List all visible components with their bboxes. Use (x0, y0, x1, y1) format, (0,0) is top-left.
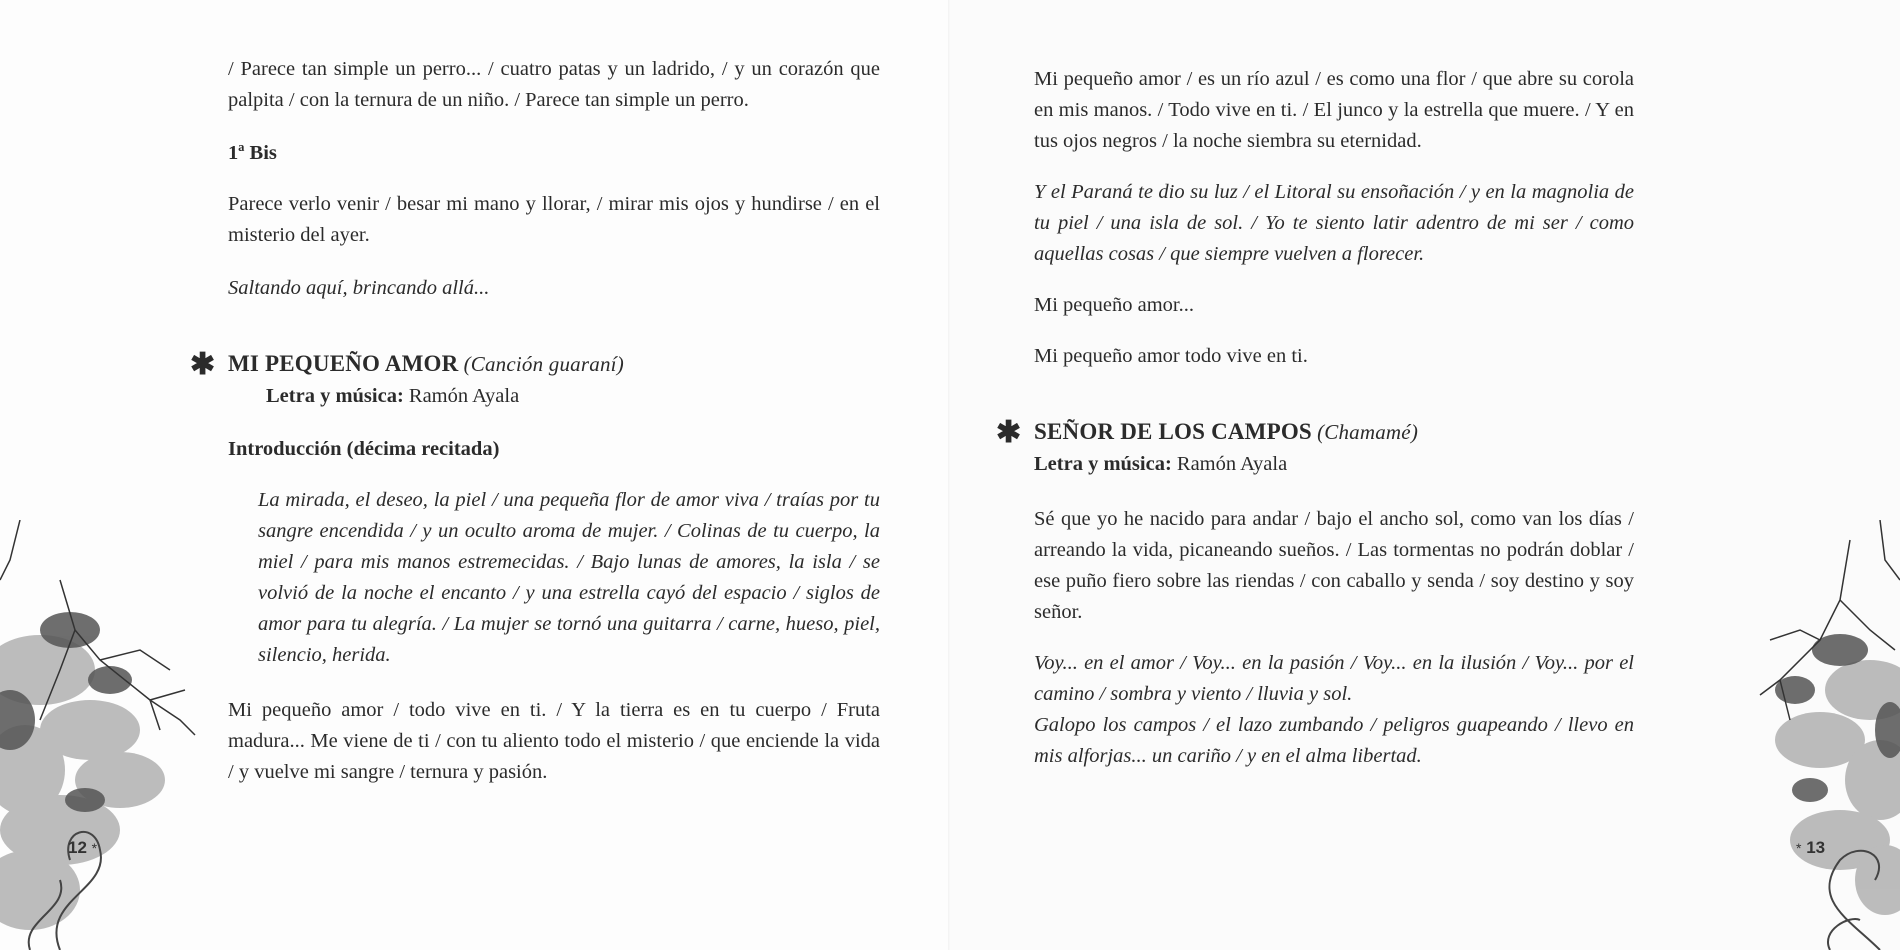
song-title: MI PEQUEÑO AMOR (228, 351, 459, 376)
song-title: SEÑOR DE LOS CAMPOS (1034, 419, 1312, 444)
decima-recited: La mirada, el deseo, la piel / una pequeña flor de amor viva / traías por tu sangre encendida / y un oculto aroma de mujer. / Colinas de tu cuerpo, la miel / para mis manos estremecidas. / Bajo lunas de amores, la isla / se volvió de la noche el encanto / y una estrella cayó del espacio / siglos de amor para tu alegría. / La mujer se tornó una guitarra / carne, hueso, piel, silencio, herida. (258, 489, 880, 666)
page-number: * 13 (1796, 838, 1826, 857)
verse-paragraph-italic: Galopo los campos / el lazo zumbando / peligros guapeando / llevo en mis alforjas... un cariño / y en el alma libertad. (1034, 714, 1634, 767)
verse-paragraph: Mi pequeño amor / todo vive en ti. / Y la tierra es en tu cuerpo / Fruta madura... Me viene de ti / con tu aliento todo el misterio / que enciende la vida / y vuelve mi sangre / ternura y pasión. (228, 699, 880, 783)
song-heading (190, 348, 880, 412)
bis-label: 1ª Bis (228, 142, 277, 164)
verse-line: Mi pequeño amor... (1034, 294, 1194, 316)
verse-paragraph: Parece verlo venir / besar mi mano y llorar, / mirar mis ojos y hundirse / en el misterio del ayer. (228, 193, 880, 246)
asterisk-icon: ✱ (190, 348, 216, 381)
right-page (950, 0, 1900, 950)
song-credit (228, 381, 880, 412)
refrain-line: Saltando aquí, brincando allá... (228, 277, 490, 299)
verse-paragraph-italic: Y el Paraná te dio su luz / el Litoral su ensoñación / y en la magnolia de tu piel / una isla de sol. / Yo te siento latir adentro de mi ser / como aquellas cosas / que siempre vuelven a florecer. (1034, 181, 1634, 265)
verse-paragraph: / Parece tan simple un perro... / cuatro patas y un ladrido, / y un corazón que palpita / con la ternura de un niño. / Parece tan simple un perro. (228, 58, 880, 111)
right-text-column (996, 64, 1634, 772)
credit-label: Letra y música: (266, 385, 404, 407)
song-genre: (Canción guaraní) (463, 352, 624, 376)
song-credit (1034, 449, 1634, 480)
page-number: 12 * (68, 838, 98, 857)
credit-name: Ramón Ayala (408, 385, 520, 407)
foliage-illustration-right (1700, 520, 1900, 950)
song-genre: (Chamamé) (1317, 420, 1419, 444)
left-text-column (190, 54, 880, 788)
verse-paragraph: Mi pequeño amor / es un río azul / es como una flor / que abre su corola en mis manos. / Todo vive en ti. / El junco y la estrella que muere. / Y en tus ojos negros / la noche siembra su eternidad. (1034, 68, 1634, 152)
verse-paragraph-italic: Voy... en el amor / Voy... en la pasión / Voy... en la ilusión / Voy... por el camino / sombra y viento / lluvia y sol. (1034, 652, 1634, 705)
credit-label: Letra y música: (1034, 453, 1172, 475)
verse-paragraph: Sé que yo he nacido para andar / bajo el ancho sol, como van los días / arreando la vida, picaneando sueños. / Las tormentas no podrán doblar / ese puño fiero sobre las riendas / con caballo y senda / soy destino y soy señor. (1034, 508, 1634, 623)
song-heading (996, 416, 1634, 480)
asterisk-icon: ✱ (996, 416, 1022, 449)
foliage-illustration-left (0, 520, 200, 950)
intro-label: Introducción (décima recitada) (228, 438, 500, 460)
verse-line: Mi pequeño amor todo vive en ti. (1034, 345, 1308, 367)
credit-name: Ramón Ayala (1176, 453, 1288, 475)
